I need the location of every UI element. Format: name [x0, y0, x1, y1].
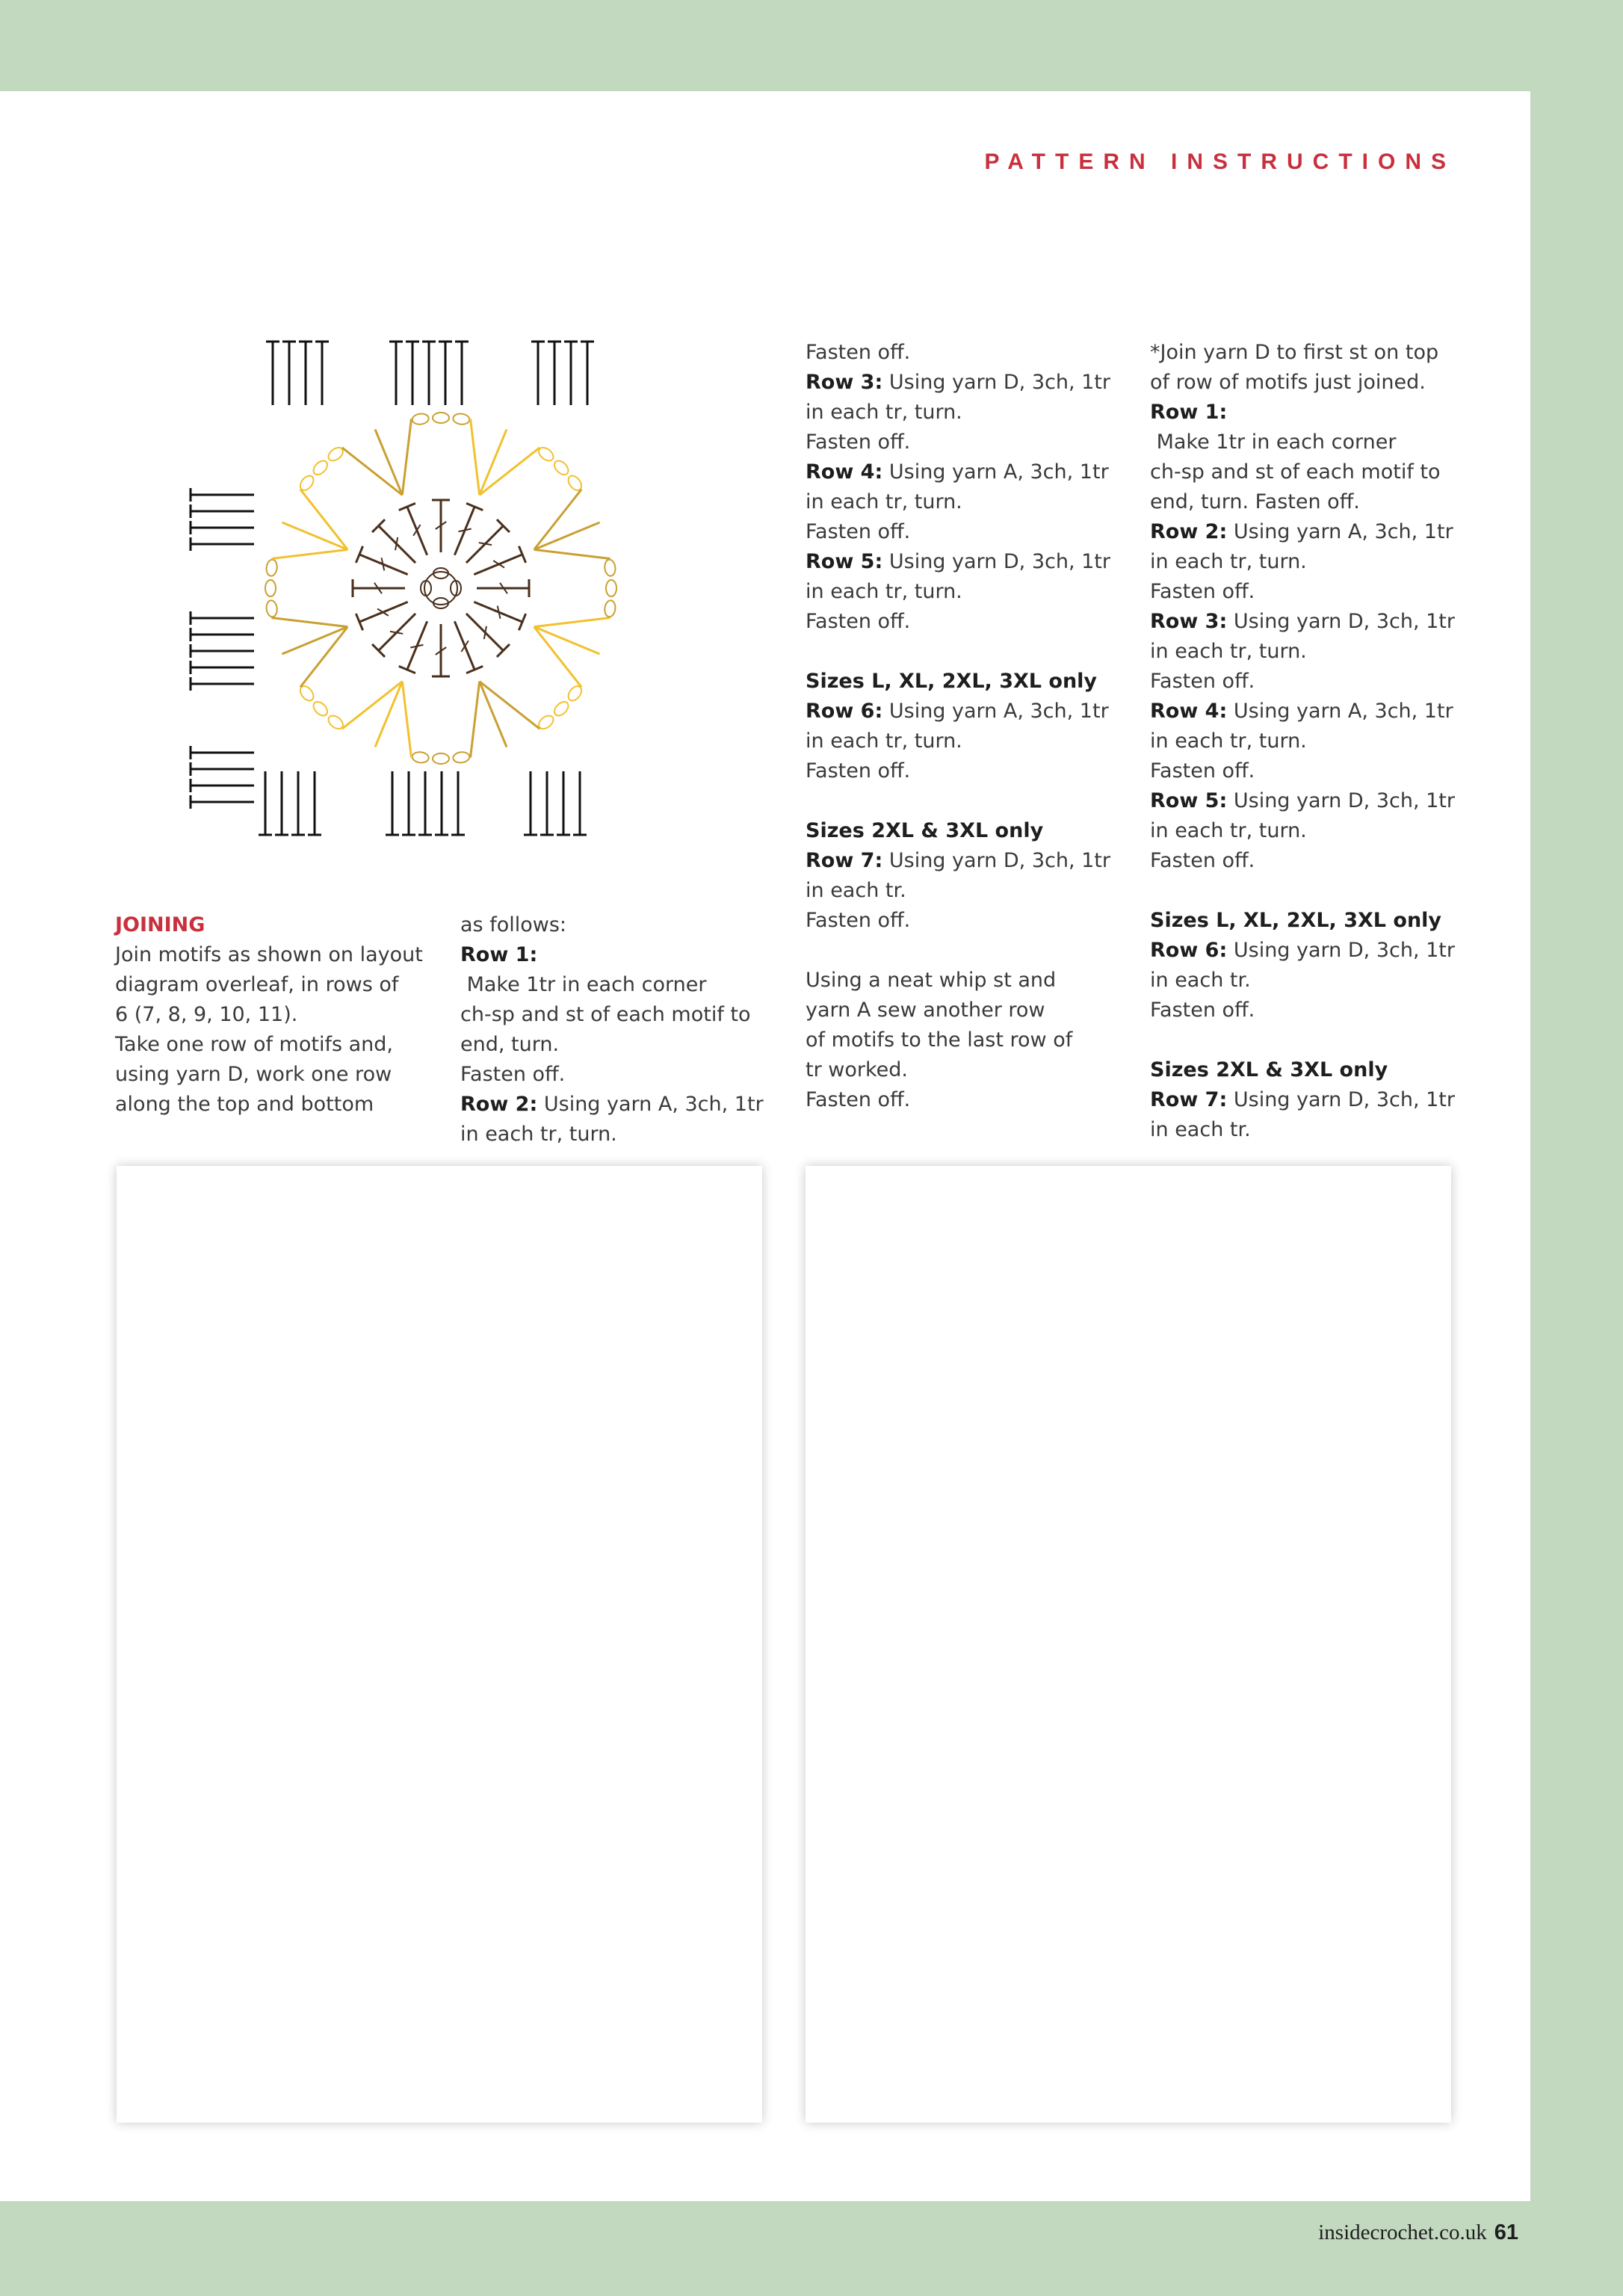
instruction-line: [806, 577, 1127, 607]
chain-stitch: [453, 413, 471, 425]
instruction-line: Take one row of motifs and,: [115, 1033, 394, 1056]
instruction-text: in each tr, turn.: [806, 490, 962, 513]
petal-stitch: [402, 682, 411, 758]
text-column-4: [1150, 338, 1471, 1145]
instruction-text: Using yarn A, 3ch, 1tr: [537, 1093, 764, 1116]
left-photo-frame: [117, 1166, 762, 2123]
instruction-line: using yarn D, work one row: [115, 1063, 392, 1086]
chain-stitch: [604, 600, 616, 618]
instruction-text: Fasten off.: [460, 1063, 566, 1086]
instruction-text: in each tr, turn.: [806, 580, 962, 603]
instruction-line: [1150, 966, 1471, 996]
instruction-label: Row 7:: [806, 849, 883, 872]
instruction-label: Row 5:: [1150, 789, 1228, 812]
instruction-text: Using yarn D, 3ch, 1tr: [882, 371, 1110, 394]
instruction-text: Fasten off.: [1150, 670, 1255, 693]
instruction-text: Using yarn A, 3ch, 1tr: [882, 700, 1109, 723]
instruction-text: in each tr, turn.: [806, 401, 962, 424]
instruction-line: [1150, 547, 1471, 577]
instruction-text: Fasten off.: [1150, 849, 1255, 872]
center-ring: [424, 572, 457, 605]
instruction-line: [806, 816, 1127, 846]
paragraph-gap: [806, 637, 1127, 667]
instruction-text: end, turn. Fasten off.: [1150, 490, 1360, 513]
instruction-line: [1150, 726, 1471, 756]
instruction-line: [1150, 1115, 1471, 1145]
footer-site: insidecrochet.co.uk: [1318, 2221, 1487, 2244]
instruction-text: Using yarn A, 3ch, 1tr: [1227, 520, 1453, 543]
instruction-text: in each tr, turn.: [1150, 550, 1307, 573]
petal-stitch: [271, 549, 347, 558]
instruction-line: 6 (7, 8, 9, 10, 11).: [115, 1003, 298, 1026]
text-column-2: [460, 910, 782, 1149]
instruction-text: in each tr, turn.: [1150, 640, 1307, 663]
instruction-text: Fasten off.: [1150, 580, 1255, 603]
instruction-text: Using yarn D, 3ch, 1tr: [1227, 789, 1455, 812]
instruction-label: Sizes L, XL, 2XL, 3XL only: [806, 670, 1098, 693]
instruction-label: Row 1:: [460, 943, 538, 966]
instruction-text: Using yarn D, 3ch, 1tr: [882, 550, 1110, 573]
petal-stitch: [534, 618, 610, 627]
instruction-text: in each tr, turn.: [1150, 819, 1307, 842]
instruction-label: Row 4:: [806, 460, 883, 484]
instruction-line: [1150, 786, 1471, 816]
instruction-text: Fasten off.: [806, 759, 911, 783]
instruction-text: as follows:: [460, 913, 566, 936]
instruction-line: [1150, 1085, 1471, 1115]
instruction-line: [806, 966, 1127, 996]
page-number: 61: [1494, 2221, 1518, 2244]
instruction-text: in each tr, turn.: [460, 1123, 617, 1146]
instruction-line: [806, 1025, 1127, 1055]
instruction-line: [1150, 457, 1471, 487]
instruction-text: Using yarn D, 3ch, 1tr: [1227, 1088, 1455, 1111]
instruction-line: [1150, 1055, 1471, 1085]
chain-stitch: [311, 458, 330, 477]
text-column-1: [115, 910, 436, 1120]
chain-stitch: [433, 753, 449, 764]
chain-stitch: [551, 699, 570, 718]
paragraph-gap: [806, 786, 1127, 816]
magazine-page: [0, 91, 1530, 2201]
petal-stitch: [471, 682, 480, 758]
chain-stitch: [311, 699, 330, 718]
instruction-line: [806, 338, 1127, 368]
instruction-label: Row 6:: [1150, 939, 1228, 962]
instruction-text: Fasten off.: [806, 430, 911, 454]
instruction-label: Row 2:: [460, 1093, 538, 1116]
instruction-label: Row 3:: [1150, 610, 1228, 633]
petal-stitch: [271, 618, 347, 627]
instruction-line: [1150, 996, 1471, 1025]
chain-stitch: [265, 559, 278, 577]
instruction-line: [806, 996, 1127, 1025]
chain-stitch: [412, 751, 430, 764]
instruction-text: in each tr.: [1150, 969, 1251, 992]
instruction-text: Using yarn D, 3ch, 1tr: [1227, 939, 1455, 962]
instruction-text: Using yarn A, 3ch, 1tr: [882, 460, 1109, 484]
instruction-text: Using a neat whip st and: [806, 969, 1057, 992]
instruction-line: [1150, 368, 1471, 398]
instruction-line: [806, 846, 1127, 876]
instruction-text: Using yarn A, 3ch, 1tr: [1227, 700, 1453, 723]
instruction-line: [806, 517, 1127, 547]
instruction-line: [1150, 338, 1471, 368]
paragraph-gap: [1150, 876, 1471, 906]
instruction-label: Sizes 2XL & 3XL only: [1150, 1058, 1388, 1081]
instruction-text: in each tr.: [806, 879, 906, 902]
instruction-line: [460, 1060, 782, 1090]
instruction-line: [1150, 607, 1471, 637]
instruction-text: Fasten off.: [1150, 999, 1255, 1022]
crochet-sweater-closeup-photo: [130, 1179, 749, 2109]
instruction-text: *Join yarn D to first st on top: [1150, 341, 1439, 364]
chain-stitch: [433, 413, 449, 423]
instruction-line: [806, 428, 1127, 457]
instruction-text: of motifs to the last row of: [806, 1028, 1073, 1052]
instruction-label: Row 7:: [1150, 1088, 1228, 1111]
instruction-text: Using yarn D, 3ch, 1tr: [882, 849, 1110, 872]
petal-stitch: [534, 549, 610, 558]
chain-stitch: [265, 600, 278, 618]
chain-stitch: [604, 559, 616, 577]
instruction-line: [1150, 667, 1471, 697]
instruction-text: Make 1tr in each corner: [460, 973, 707, 996]
instruction-line: [806, 547, 1127, 577]
instruction-line: [806, 756, 1127, 786]
instruction-line: [1150, 398, 1471, 457]
right-photo-frame: [806, 1166, 1451, 2123]
instruction-text: Fasten off.: [806, 520, 911, 543]
instruction-label: Sizes 2XL & 3XL only: [806, 819, 1044, 842]
instruction-line: [460, 1090, 782, 1120]
instruction-text: ch-sp and st of each motif to: [460, 1003, 751, 1026]
instruction-line: [806, 667, 1127, 697]
instruction-text: yarn A sew another row: [806, 999, 1045, 1022]
instruction-line: [1150, 487, 1471, 517]
instruction-label: Row 5:: [806, 550, 883, 573]
text-column-3: [806, 338, 1127, 1115]
instruction-line: [806, 726, 1127, 756]
instruction-line: [806, 487, 1127, 517]
instruction-line: [806, 1055, 1127, 1085]
page-footer: [1318, 2221, 1518, 2245]
paragraph-gap: [1150, 1025, 1471, 1055]
instruction-text: in each tr.: [1150, 1118, 1251, 1141]
smiling-woman-sweater-photo: [819, 1179, 1438, 2109]
instruction-line: [1150, 517, 1471, 547]
instruction-line: [1150, 756, 1471, 786]
instruction-label: Row 3:: [806, 371, 883, 394]
instruction-line: diagram overleaf, in rows of: [115, 973, 399, 996]
instruction-text: Make 1tr in each corner: [1150, 430, 1397, 454]
instruction-text: in each tr, turn.: [1150, 729, 1307, 753]
instruction-label: Row 4:: [1150, 700, 1228, 723]
instruction-text: Fasten off.: [806, 1088, 911, 1111]
instruction-text: Fasten off.: [806, 610, 911, 633]
instruction-label: Row 1:: [1150, 401, 1228, 424]
instruction-label: Row 2:: [1150, 520, 1228, 543]
instruction-text: tr worked.: [806, 1058, 908, 1081]
joining-heading: JOINING: [115, 913, 205, 936]
petal-stitch: [402, 419, 411, 495]
instruction-line: [460, 1000, 782, 1030]
instruction-line: [806, 1085, 1127, 1115]
instruction-label: Row 6:: [806, 700, 883, 723]
instruction-text: Fasten off.: [806, 909, 911, 932]
instruction-line: [1150, 846, 1471, 876]
chain-stitch: [412, 413, 430, 425]
chain-stitch: [453, 751, 471, 764]
instruction-line: [1150, 816, 1471, 846]
instruction-line: along the top and bottom: [115, 1093, 374, 1116]
instruction-line: Join motifs as shown on layout: [115, 943, 423, 966]
instruction-line: [460, 1120, 782, 1149]
chain-stitch: [606, 580, 616, 596]
instruction-label: Sizes L, XL, 2XL, 3XL only: [1150, 909, 1442, 932]
instruction-line: [806, 607, 1127, 637]
crochet-motif-chart: [172, 323, 710, 854]
instruction-line: [806, 906, 1127, 936]
instruction-line: [1150, 906, 1471, 936]
instruction-line: [806, 697, 1127, 726]
instruction-line: [806, 876, 1127, 906]
instruction-line: [806, 457, 1127, 487]
chain-stitch: [551, 458, 570, 477]
section-header: PATTERN INSTRUCTIONS: [984, 149, 1456, 174]
instruction-line: [460, 910, 782, 940]
paragraph-gap: [806, 936, 1127, 966]
instruction-line: [1150, 577, 1471, 607]
instruction-text: Fasten off.: [1150, 759, 1255, 783]
instruction-line: [1150, 697, 1471, 726]
instruction-line: [806, 398, 1127, 428]
instruction-text: ch-sp and st of each motif to: [1150, 460, 1441, 484]
instruction-text: Using yarn D, 3ch, 1tr: [1227, 610, 1455, 633]
instruction-line: [460, 940, 782, 1000]
instruction-text: in each tr, turn.: [806, 729, 962, 753]
instruction-text: of row of motifs just joined.: [1150, 371, 1426, 394]
instruction-line: [1150, 936, 1471, 966]
instruction-line: [460, 1030, 782, 1060]
instruction-line: [806, 368, 1127, 398]
instruction-text: end, turn.: [460, 1033, 560, 1056]
chain-stitch: [265, 580, 276, 596]
instruction-line: [1150, 637, 1471, 667]
instruction-text: Fasten off.: [806, 341, 911, 364]
petal-stitch: [471, 419, 480, 495]
